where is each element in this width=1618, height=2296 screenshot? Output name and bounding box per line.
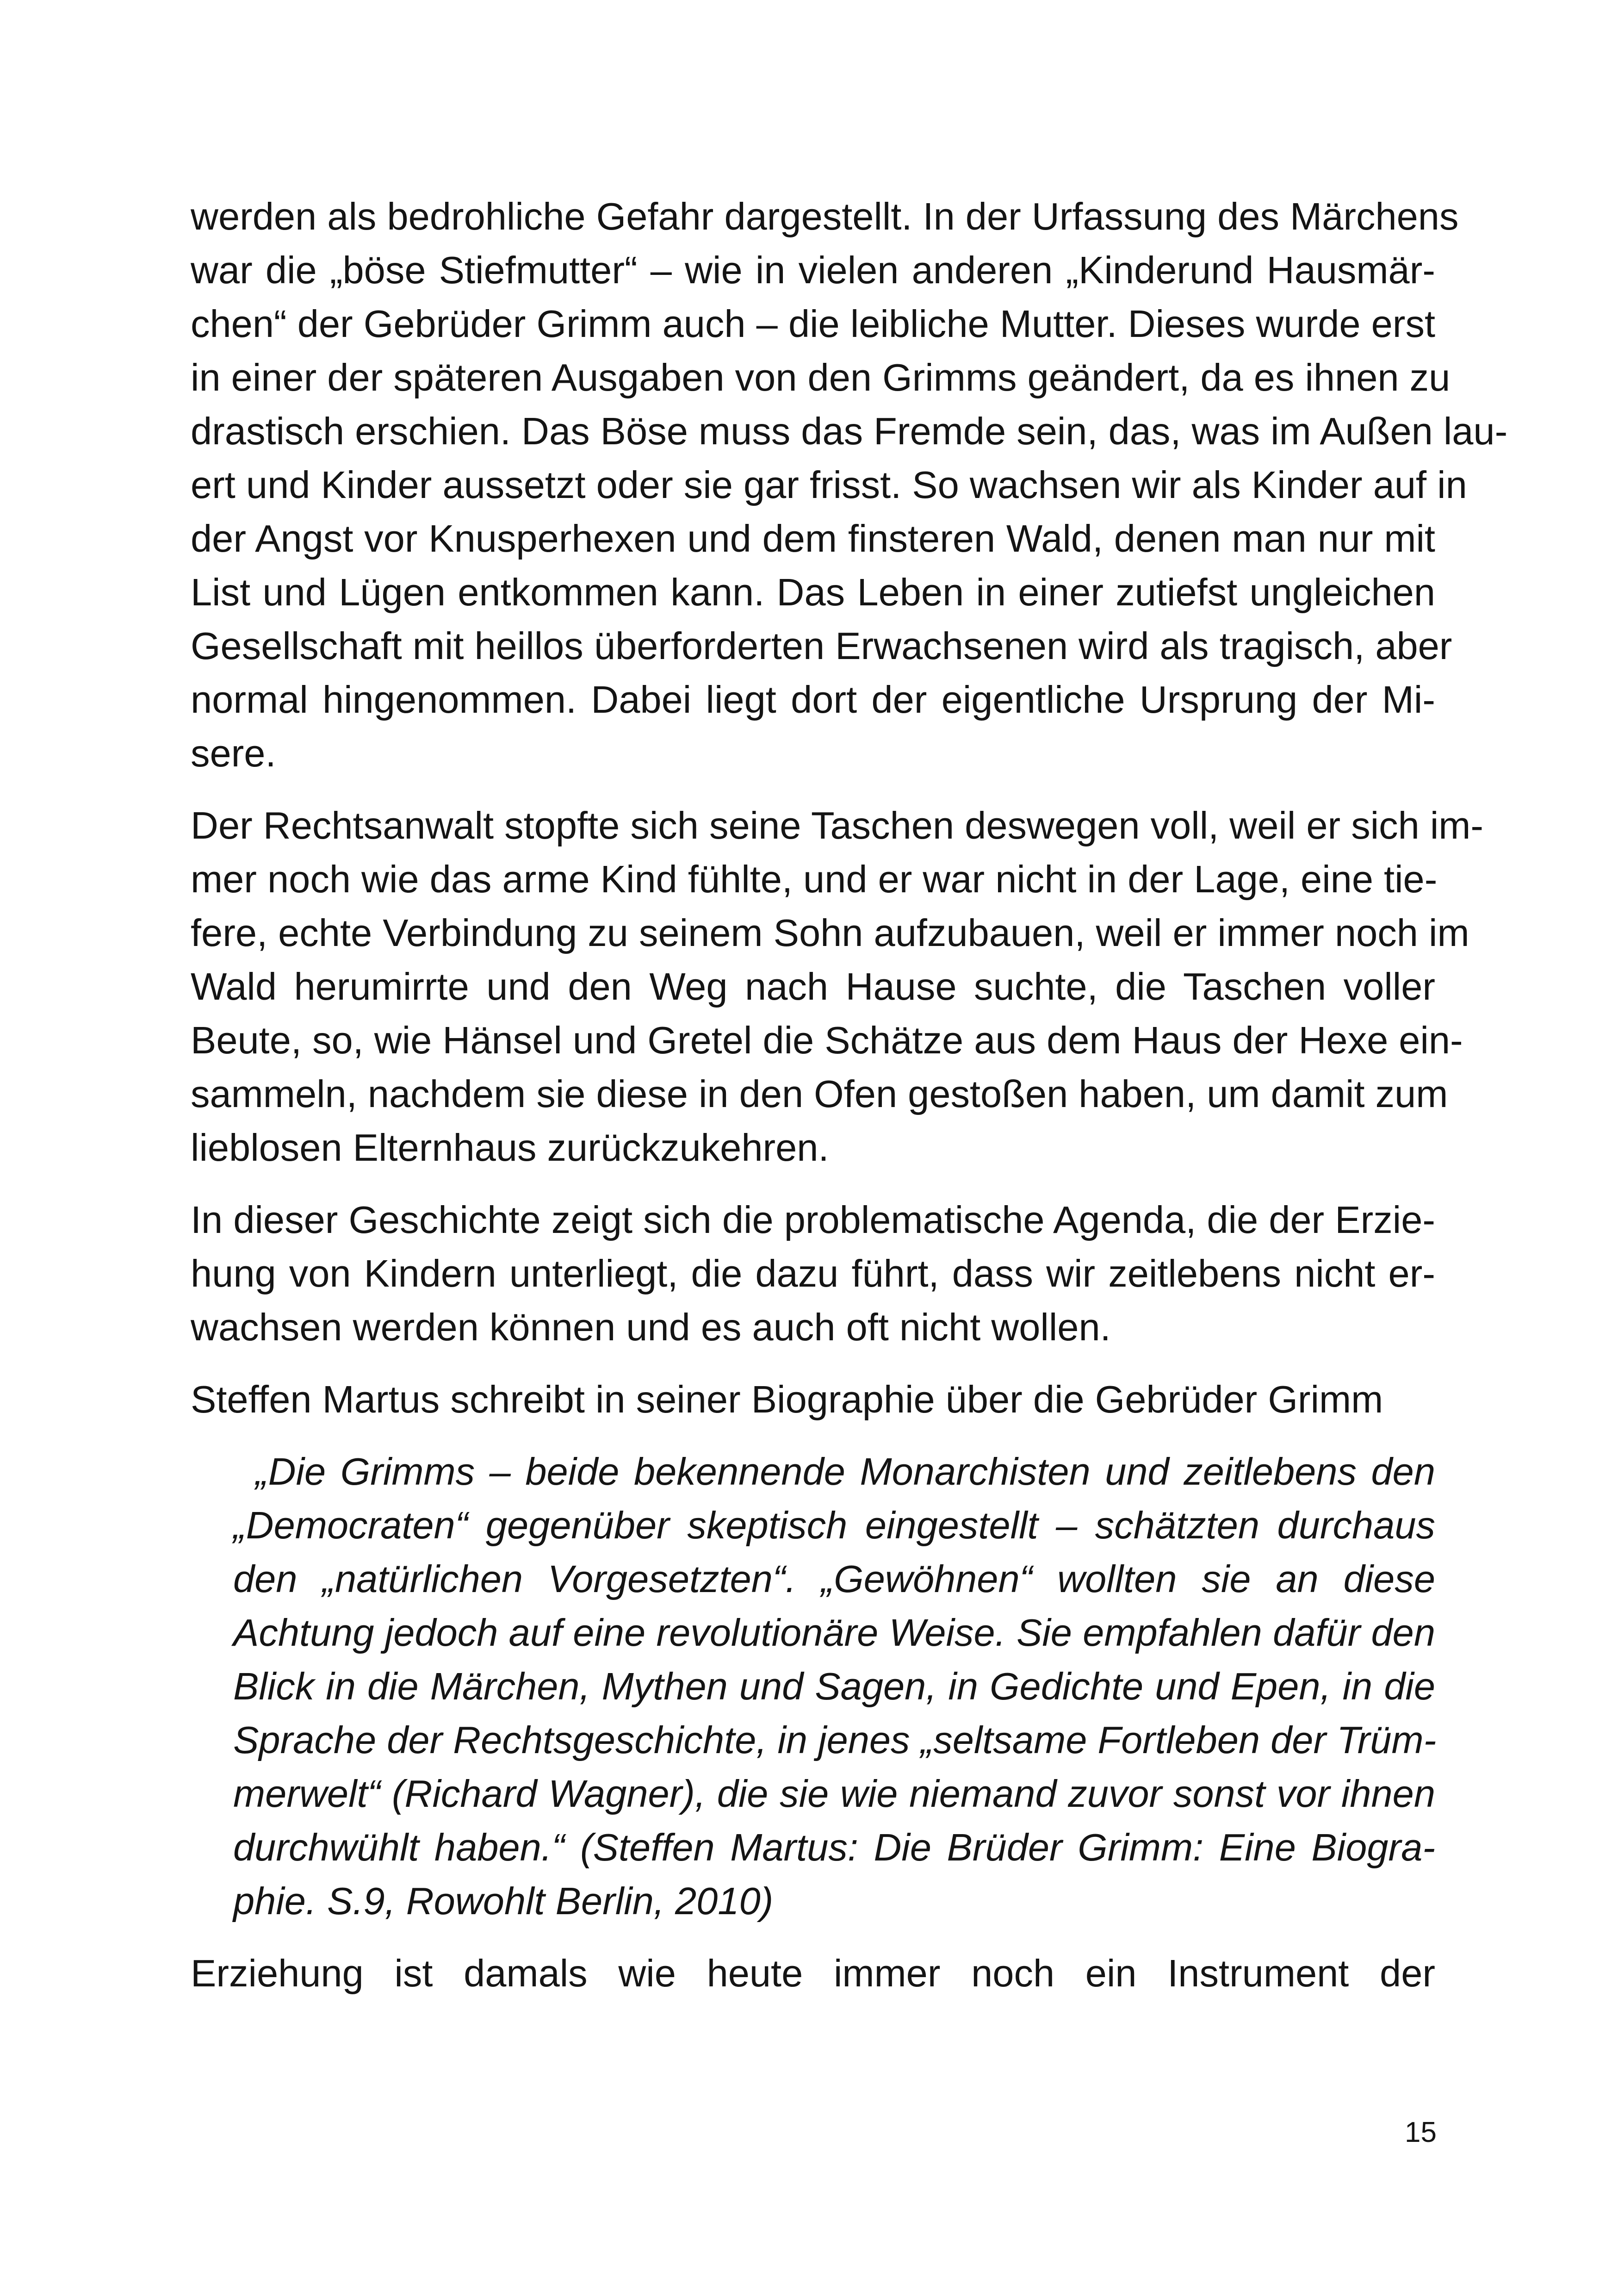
quote-line: „Democraten“ gegenüber skeptisch eingestellt – schätzten durchaus [233,1504,1435,1547]
paragraph-1 [191,190,1508,780]
text-line: ert und Kinder aussetzt oder sie gar frisst. So wachsen wir als Kinder auf in [191,463,1467,506]
quote-line: den „natürlichen Vorgesetzten“. „Gewöhnen“ wollten sie an diese [233,1557,1435,1600]
text-line: hung von Kindern unterliegt, die dazu führt, dass wir zeitlebens nicht er- [191,1252,1435,1295]
text-line: in einer der späteren Ausgaben von den Grimms geändert, da es ihnen zu [191,356,1451,399]
body-text [191,190,1508,2019]
text-line: lieblosen Elternhaus zurückzukehren. [191,1126,829,1169]
quote-line: merwelt“ (Richard Wagner), die sie wie niemand zuvor sonst vor ihnen [233,1772,1435,1815]
quote-line: Achtung jedoch auf eine revolutionäre Weise. Sie empfahlen dafür den [233,1611,1435,1654]
text-line: Steffen Martus schreibt in seiner Biographie über die Gebrüder Grimm [191,1378,1383,1421]
text-line: fere, echte Verbindung zu seinem Sohn aufzubauen, weil er immer noch im [191,911,1469,954]
text-line: werden als bedrohliche Gefahr dargestellt. In der Urfassung des Märchens [191,195,1459,238]
text-line: sammeln, nachdem sie diese in den Ofen gestoßen haben, um damit zum [191,1072,1448,1115]
text-line: sere. [191,732,276,775]
text-line: chen“ der Gebrüder Grimm auch – die leibliche Mutter. Dieses wurde erst [191,302,1435,345]
block-quote [233,1445,1435,1928]
text-line: war die „böse Stiefmutter“ – wie in vielen anderen „Kinderund Hausmär- [191,249,1435,292]
text-line: normal hingenommen. Dabei liegt dort der eigentliche Ursprung der Mi- [191,678,1435,721]
text-line: Beute, so, wie Hänsel und Gretel die Schätze aus dem Haus der Hexe ein- [191,1019,1463,1062]
text-line: Gesellschaft mit heillos überforderten Erwachsenen wird als tragisch, aber [191,624,1452,667]
quote-line: Blick in die Märchen, Mythen und Sagen, in Gedichte und Epen, in die [233,1665,1435,1708]
quote-line: Sprache der Rechtsgeschichte, in jenes „seltsame Fortleben der Trüm- [233,1718,1437,1761]
text-line: wachsen werden können und es auch oft nicht wollen. [191,1306,1111,1349]
paragraph-closing [191,1947,1435,2000]
text-line: mer noch wie das arme Kind fühlte, und er war nicht in der Lage, eine tie- [191,858,1438,901]
text-line: der Angst vor Knusperhexen und dem finsteren Wald, denen man nur mit [191,517,1435,560]
quote-line: „Die Grimms – beide bekennende Monarchisten und zeitlebens den [255,1450,1435,1493]
text-line: Der Rechtsanwalt stopfte sich seine Taschen deswegen voll, weil er sich im- [191,804,1484,847]
paragraph-4 [191,1373,1435,1426]
paragraph-3 [191,1193,1435,1354]
quote-line: phie. S.9, Rowohlt Berlin, 2010) [233,1879,774,1923]
text-line: Wald herumirrte und den Weg nach Hause suchte, die Taschen voller [191,965,1435,1008]
paragraph-2 [191,799,1484,1175]
text-line: In dieser Geschichte zeigt sich die problematische Agenda, die der Erzie- [191,1198,1435,1241]
text-line: Erziehung ist damals wie heute immer noch ein Instrument der [191,1952,1435,1995]
text-line: drastisch erschien. Das Böse muss das Fremde sein, das, was im Außen lau- [191,410,1508,453]
text-line: List und Lügen entkommen kann. Das Leben in einer zutiefst ungleichen [191,571,1435,614]
quote-line: durchwühlt haben.“ (Steffen Martus: Die Brüder Grimm: Eine Biogra- [233,1826,1435,1869]
page-number: 15 [1405,2116,1437,2148]
